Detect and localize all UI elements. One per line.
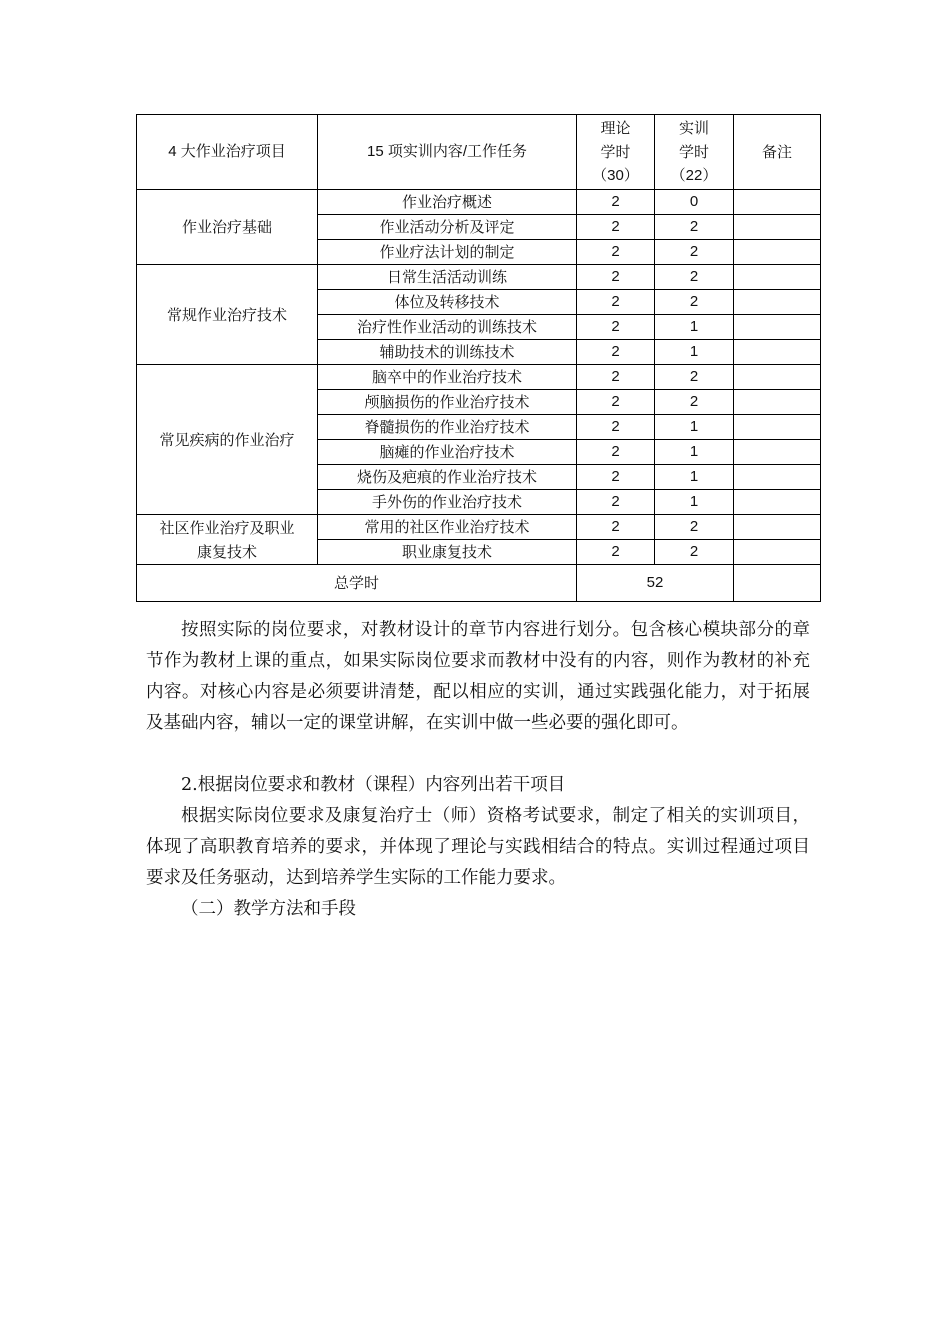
header-theory-line: 理论 bbox=[600, 119, 631, 137]
practice-cell: 1 bbox=[655, 415, 734, 440]
practice-cell: 1 bbox=[655, 340, 734, 365]
paragraph-text: 按照实际的岗位要求，对教材设计的章节内容进行划分。包含核心模块部分的章节作为教材上课的重点，如果实际岗位要求而教材中没有的内容，则作为教材的补充内容。对核心内容是必须要讲清楚，配以相应的实训，通过实践强化能力，对于拓展及基础内容，辅以一定的课堂讲解，在实训中做一些必要的强化即可。 bbox=[146, 620, 810, 733]
remarks-cell bbox=[734, 240, 821, 265]
task-cell: 日常生活活动训练 bbox=[318, 265, 577, 290]
practice-cell: 1 bbox=[655, 490, 734, 515]
theory-cell: 2 bbox=[577, 240, 655, 265]
remarks-cell bbox=[734, 340, 821, 365]
practice-cell: 2 bbox=[655, 240, 734, 265]
theory-cell: 2 bbox=[577, 290, 655, 315]
task-cell: 手外伤的作业治疗技术 bbox=[318, 490, 577, 515]
group-name: 常见疾病的作业治疗 bbox=[137, 365, 318, 515]
group-name bbox=[137, 515, 318, 565]
task-cell: 体位及转移技术 bbox=[318, 290, 577, 315]
theory-cell: 2 bbox=[577, 490, 655, 515]
task-cell: 烧伤及疤痕的作业治疗技术 bbox=[318, 465, 577, 490]
group-name-line: 康复技术 bbox=[196, 542, 257, 561]
practice-cell: 2 bbox=[655, 390, 734, 415]
task-cell: 作业活动分析及评定 bbox=[318, 215, 577, 240]
header-practice-hours bbox=[655, 115, 734, 190]
group-name: 作业治疗基础 bbox=[137, 190, 318, 265]
paragraph-projects bbox=[146, 801, 810, 894]
remarks-cell bbox=[734, 565, 821, 602]
practice-cell: 1 bbox=[655, 315, 734, 340]
header-practice-line: 学时 bbox=[678, 143, 709, 161]
practice-cell: 2 bbox=[655, 265, 734, 290]
remarks-cell bbox=[734, 465, 821, 490]
heading-text: （二）教学方法和手段 bbox=[181, 899, 356, 919]
practice-cell: 2 bbox=[655, 365, 734, 390]
theory-cell: 2 bbox=[577, 415, 655, 440]
table-row bbox=[137, 515, 821, 540]
remarks-cell bbox=[734, 315, 821, 340]
practice-cell: 2 bbox=[655, 515, 734, 540]
header-theory-line: 学时 bbox=[600, 143, 631, 161]
remarks-cell bbox=[734, 540, 821, 565]
header-remarks: 备注 bbox=[734, 115, 821, 190]
remarks-cell bbox=[734, 190, 821, 215]
theory-cell: 2 bbox=[577, 365, 655, 390]
paragraph-text: 根据实际岗位要求及康复治疗士（师）资格考试要求，制定了相关的实训项目，体现了高职教育培养的要求，并体现了理论与实践相结合的特点。实训过程通过项目要求及任务驱动，达到培养学生实际的工作能力要求。 bbox=[146, 806, 810, 888]
remarks-cell bbox=[734, 515, 821, 540]
remarks-cell bbox=[734, 265, 821, 290]
total-row bbox=[137, 565, 821, 602]
task-cell: 脑卒中的作业治疗技术 bbox=[318, 365, 577, 390]
task-cell: 脑瘫的作业治疗技术 bbox=[318, 440, 577, 465]
header-task: 15 项实训内容/工作任务 bbox=[318, 115, 577, 190]
task-cell: 常用的社区作业治疗技术 bbox=[318, 515, 577, 540]
practice-cell: 2 bbox=[655, 540, 734, 565]
table-row bbox=[137, 190, 821, 215]
practice-cell: 2 bbox=[655, 290, 734, 315]
remarks-cell bbox=[734, 440, 821, 465]
table-header-row bbox=[137, 115, 821, 190]
theory-cell: 2 bbox=[577, 465, 655, 490]
theory-cell: 2 bbox=[577, 215, 655, 240]
task-cell: 辅助技术的训练技术 bbox=[318, 340, 577, 365]
practice-cell: 1 bbox=[655, 440, 734, 465]
total-value: 52 bbox=[577, 565, 734, 602]
group-name-line: 社区作业治疗及职业 bbox=[159, 518, 295, 537]
task-cell: 作业治疗概述 bbox=[318, 190, 577, 215]
theory-cell: 2 bbox=[577, 515, 655, 540]
remarks-cell bbox=[734, 215, 821, 240]
remarks-cell bbox=[734, 415, 821, 440]
table-row bbox=[137, 365, 821, 390]
task-cell: 治疗性作业活动的训练技术 bbox=[318, 315, 577, 340]
remarks-cell bbox=[734, 390, 821, 415]
remarks-cell bbox=[734, 490, 821, 515]
task-cell: 颅脑损伤的作业治疗技术 bbox=[318, 390, 577, 415]
total-label: 总学时 bbox=[137, 565, 577, 602]
theory-cell: 2 bbox=[577, 440, 655, 465]
group-name: 常规作业治疗技术 bbox=[137, 265, 318, 365]
remarks-cell bbox=[734, 365, 821, 390]
theory-cell: 2 bbox=[577, 190, 655, 215]
paragraph-division bbox=[146, 615, 810, 739]
practice-cell: 0 bbox=[655, 190, 734, 215]
table-row bbox=[137, 265, 821, 290]
header-practice-line: 实训 bbox=[678, 119, 709, 137]
task-cell: 职业康复技术 bbox=[318, 540, 577, 565]
practice-cell: 2 bbox=[655, 215, 734, 240]
section-heading-projects bbox=[146, 770, 810, 801]
header-practice-line: （22） bbox=[670, 167, 718, 184]
task-cell: 脊髓损伤的作业治疗技术 bbox=[318, 415, 577, 440]
header-project: 4 大作业治疗项目 bbox=[137, 115, 318, 190]
theory-cell: 2 bbox=[577, 540, 655, 565]
course-hours-table bbox=[136, 114, 821, 602]
remarks-cell bbox=[734, 290, 821, 315]
theory-cell: 2 bbox=[577, 315, 655, 340]
theory-cell: 2 bbox=[577, 340, 655, 365]
theory-cell: 2 bbox=[577, 390, 655, 415]
heading-text: 2.根据岗位要求和教材（课程）内容列出若干项目 bbox=[181, 775, 566, 795]
theory-cell: 2 bbox=[577, 265, 655, 290]
practice-cell: 1 bbox=[655, 465, 734, 490]
task-cell: 作业疗法计划的制定 bbox=[318, 240, 577, 265]
header-theory-line: （30） bbox=[592, 167, 639, 184]
section-heading-methods bbox=[146, 894, 810, 925]
header-theory-hours bbox=[577, 115, 655, 190]
